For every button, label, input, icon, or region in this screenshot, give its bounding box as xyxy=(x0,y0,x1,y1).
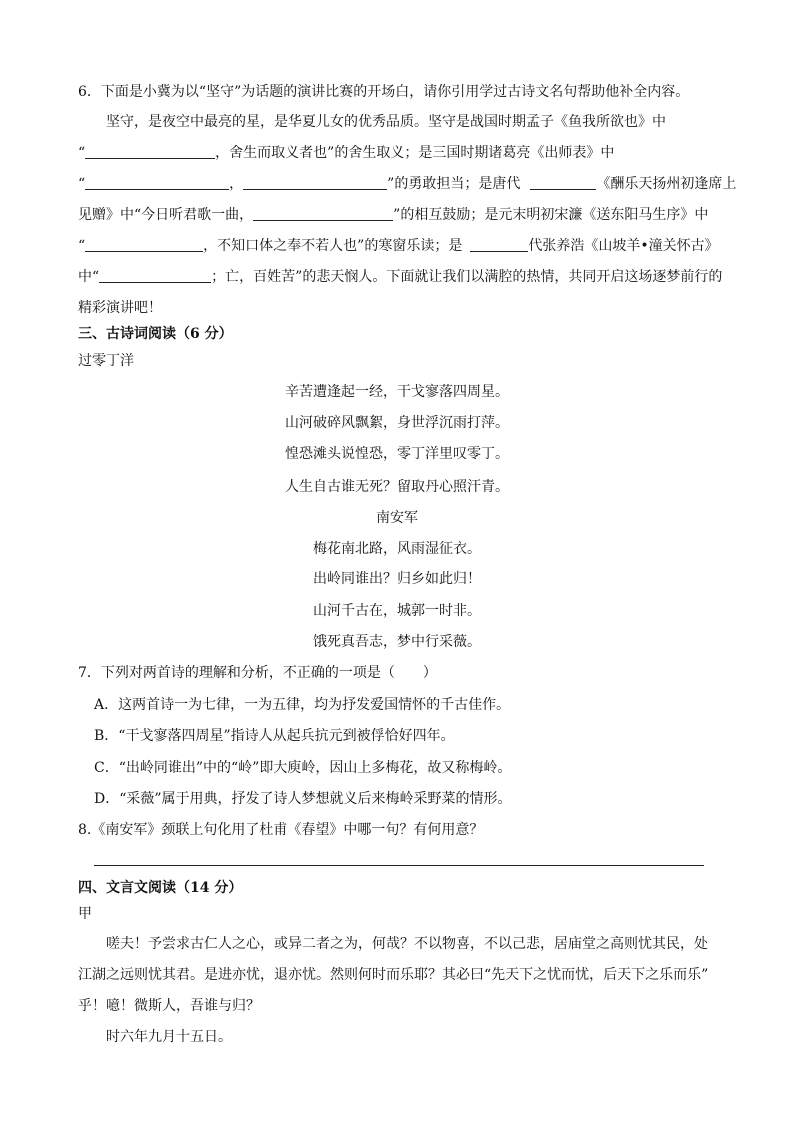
text-fragment: 代张养浩《山坡羊•潼关怀古》 xyxy=(528,238,719,254)
text-fragment: ， xyxy=(229,176,244,192)
poem-line: 人生自古谁无死？留取丹心照汗青。 xyxy=(285,479,509,495)
fill-blank[interactable] xyxy=(243,175,387,190)
answer-line[interactable] xyxy=(94,865,704,866)
passage-label: 甲 xyxy=(78,906,92,922)
passage-line: 时六年九月十五日。 xyxy=(106,1029,232,1045)
poem-line: 山河破碎风飘絮，身世浮沉雨打萍。 xyxy=(285,415,509,431)
text-fragment: “ xyxy=(78,145,86,161)
text-fragment: ”的勇敢担当；是唐代 xyxy=(387,176,521,192)
fill-blank[interactable] xyxy=(530,175,596,190)
section-heading: 四、文言文阅读（14 分） xyxy=(78,880,243,896)
q6-paragraph-line xyxy=(78,267,748,287)
q7-stem: 7．下列对两首诗的理解和分析，不正确的一项是（ ） xyxy=(78,665,437,681)
passage-line: 乎！噫！微斯人，吾谁与归？ xyxy=(78,998,260,1014)
q6-title: 6．下面是小冀为以“坚守”为话题的演讲比赛的开场白，请你引用学过古诗文名句帮助他补全内容。 xyxy=(78,84,690,100)
text-fragment: “ xyxy=(78,238,86,254)
fill-blank[interactable] xyxy=(253,206,393,221)
q7-option-b[interactable]: B．“干戈寥落四周星”指诗人从起兵抗元到被俘恰好四年。 xyxy=(94,728,455,744)
q7-option-d[interactable]: D．“采薇”属于用典，抒发了诗人梦想就义后来梅岭采野菜的情形。 xyxy=(94,791,512,807)
passage-line: 嗟夫！予尝求古仁人之心，或异二者之为，何哉？不以物喜，不以己悲，居庙堂之高则忧其民，处 xyxy=(106,936,708,952)
poem-title: 过零丁洋 xyxy=(78,353,134,369)
text-fragment: 中“ xyxy=(78,269,100,285)
poem-line: 出岭同谁出？归乡如此归！ xyxy=(313,571,481,587)
text-fragment: ”的相互鼓励；是元末明初宋濂《送东阳马生序》中 xyxy=(393,207,709,223)
text-fragment: ；亡，百姓苦”的悲天悯人。下面就让我们以满腔的热情，共同开启这场逐梦前行的 xyxy=(211,269,723,285)
q6-paragraph-line: 坚守，是夜空中最亮的星，是华夏儿女的优秀品质。坚守是战国时期孟子《鱼我所欲也》中 xyxy=(106,114,666,130)
fill-blank[interactable] xyxy=(99,268,211,283)
passage-line: 江湖之远则忧其君。是进亦忧，退亦忧。然则何时而乐耶？其必曰“先天下之忧而忧，后天下之乐而乐” xyxy=(78,967,709,983)
poem-line: 饿死真吾志，梦中行采薇。 xyxy=(313,634,481,650)
poem-title: 南安军 xyxy=(376,510,418,526)
text-fragment: 见赠》中“今日听君歌一曲， xyxy=(78,207,254,223)
text-fragment: 《酬乐天扬州初逢席上 xyxy=(596,176,737,192)
fill-blank[interactable] xyxy=(85,144,215,159)
poem-line: 梅花南北路，风雨湿征衣。 xyxy=(313,541,481,557)
fill-blank[interactable] xyxy=(85,175,229,190)
q6-paragraph-line xyxy=(78,205,748,225)
poem-line: 辛苦遭逢起一经，干戈寥落四周星。 xyxy=(285,384,509,400)
q7-option-a[interactable]: A．这两首诗一为七律，一为五律，均为抒发爱国情怀的千古佳作。 xyxy=(94,697,511,713)
q8-stem: 8.《南安军》颈联上句化用了杜甫《春望》中哪一句？有何用意？ xyxy=(78,822,484,838)
q6-paragraph-line: 精彩演讲吧！ xyxy=(78,300,162,316)
poem-line: 山河千古在，城郭一时非。 xyxy=(313,603,481,619)
q6-paragraph-line xyxy=(78,174,748,194)
q6-paragraph-line xyxy=(78,236,748,256)
section-heading: 三、古诗词阅读（6 分） xyxy=(78,326,233,342)
poem-line: 惶恐滩头说惶恐，零丁洋里叹零丁。 xyxy=(285,446,509,462)
q7-option-c[interactable]: C．“出岭同谁出”中的“岭”即大庾岭，因山上多梅花，故又称梅岭。 xyxy=(94,760,512,776)
q6-paragraph-line xyxy=(78,143,748,163)
fill-blank[interactable] xyxy=(85,237,203,252)
fill-blank[interactable] xyxy=(470,237,528,252)
text-fragment: “ xyxy=(78,176,86,192)
text-fragment: ，舍生而取义者也”的舍生取义；是三国时期诸葛亮《出师表》中 xyxy=(215,145,615,161)
text-fragment: ，不知口体之奉不若人也”的寒窗乐读；是 xyxy=(203,238,463,254)
